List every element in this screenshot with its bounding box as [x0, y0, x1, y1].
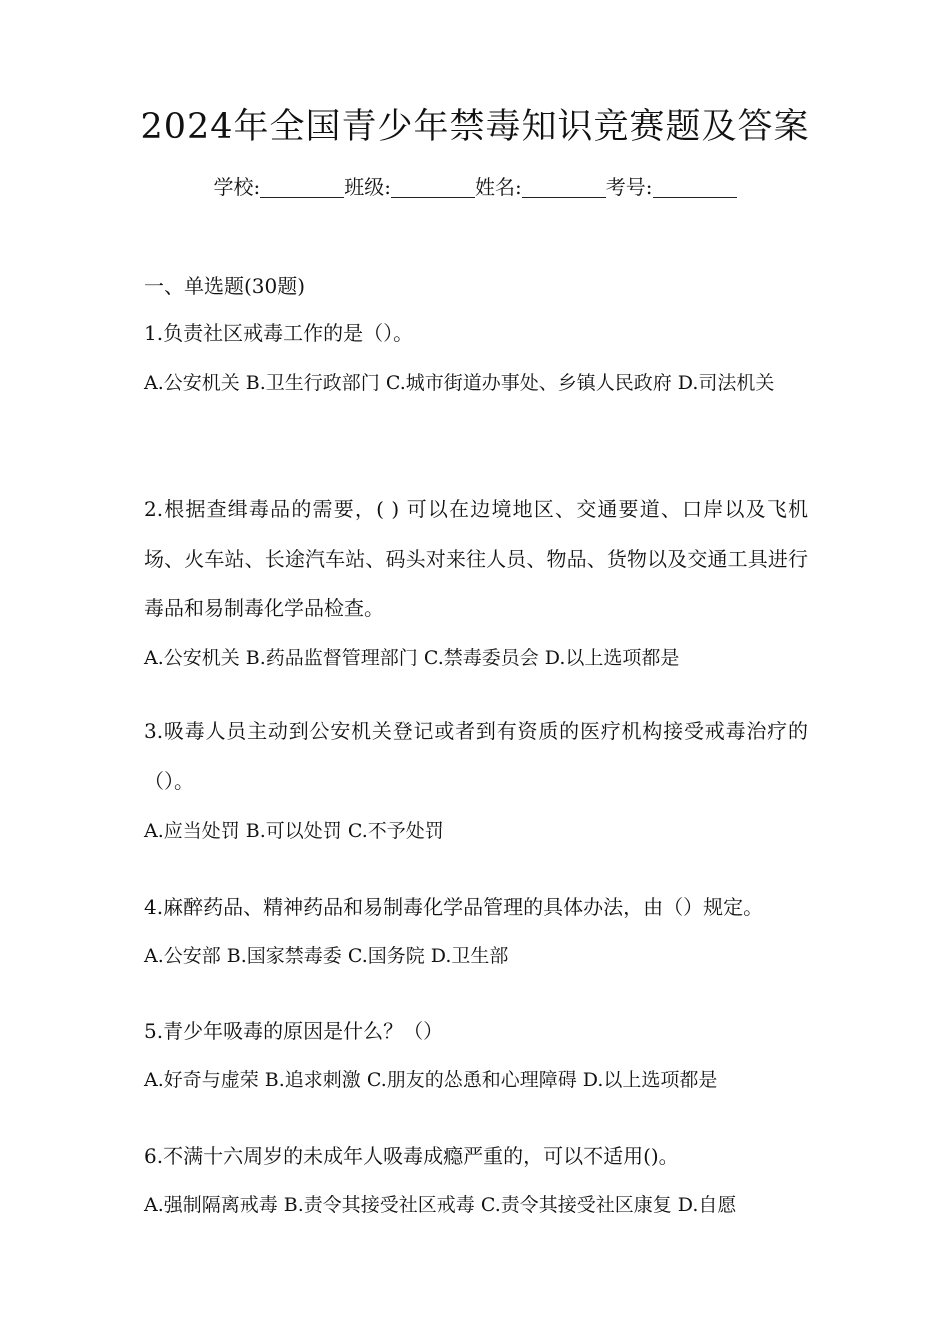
- question-3-stem: 3.吸毒人员主动到公安机关登记或者到有资质的医疗机构接受戒毒治疗的（）。: [144, 719, 808, 793]
- question-5-options: A.好奇与虚荣 B.追求刺激 C.朋友的怂恿和心理障碍 D.以上选项都是: [144, 1069, 718, 1091]
- student-info-fields: [0, 172, 950, 202]
- exam-no-label: 考号:: [605, 175, 653, 199]
- school-blank[interactable]: [260, 177, 344, 198]
- page-title: 2024年全国青少年禁毒知识竞赛题及答案: [140, 107, 810, 147]
- question-1-stem: 1.负责社区戒毒工作的是（）。: [144, 321, 414, 345]
- question-6-stem: 6.不满十六周岁的未成年人吸毒成瘾严重的，可以不适用()。: [144, 1144, 679, 1168]
- question-4-stem: 4.麻醉药品、精神药品和易制毒化学品管理的具体办法，由（）规定。: [144, 895, 764, 919]
- question-5-stem: 5.青少年吸毒的原因是什么？（）: [144, 1019, 444, 1043]
- section-heading: 一、单选题(30题): [144, 274, 306, 298]
- question-4-options: A.公安部 B.国家禁毒委 C.国务院 D.卫生部: [144, 945, 509, 967]
- school-label: 学校:: [213, 175, 261, 199]
- question-3-options: A.应当处罚 B.可以处罚 C.不予处罚: [144, 820, 444, 842]
- question-2-stem: 2.根据查缉毒品的需要，( ) 可以在边境地区、交通要道、口岸以及飞机场、火车站、长途汽车站、码头对来往人员、物品、货物以及交通工具进行毒品和易制毒化学品检查。: [144, 497, 808, 620]
- name-blank[interactable]: [522, 177, 606, 198]
- question-6-options: A.强制隔离戒毒 B.责令其接受社区戒毒 C.责令其接受社区康复 D.自愿: [144, 1194, 737, 1216]
- class-blank[interactable]: [391, 177, 475, 198]
- question-1-options: A.公安机关 B.卫生行政部门 C.城市街道办事处、乡镇人民政府 D.司法机关: [144, 372, 775, 394]
- name-label: 姓名:: [475, 175, 522, 199]
- question-2-options: A.公安机关 B.药品监督管理部门 C.禁毒委员会 D.以上选项都是: [144, 647, 680, 669]
- exam-no-blank[interactable]: [653, 177, 737, 198]
- class-label: 班级:: [344, 175, 391, 199]
